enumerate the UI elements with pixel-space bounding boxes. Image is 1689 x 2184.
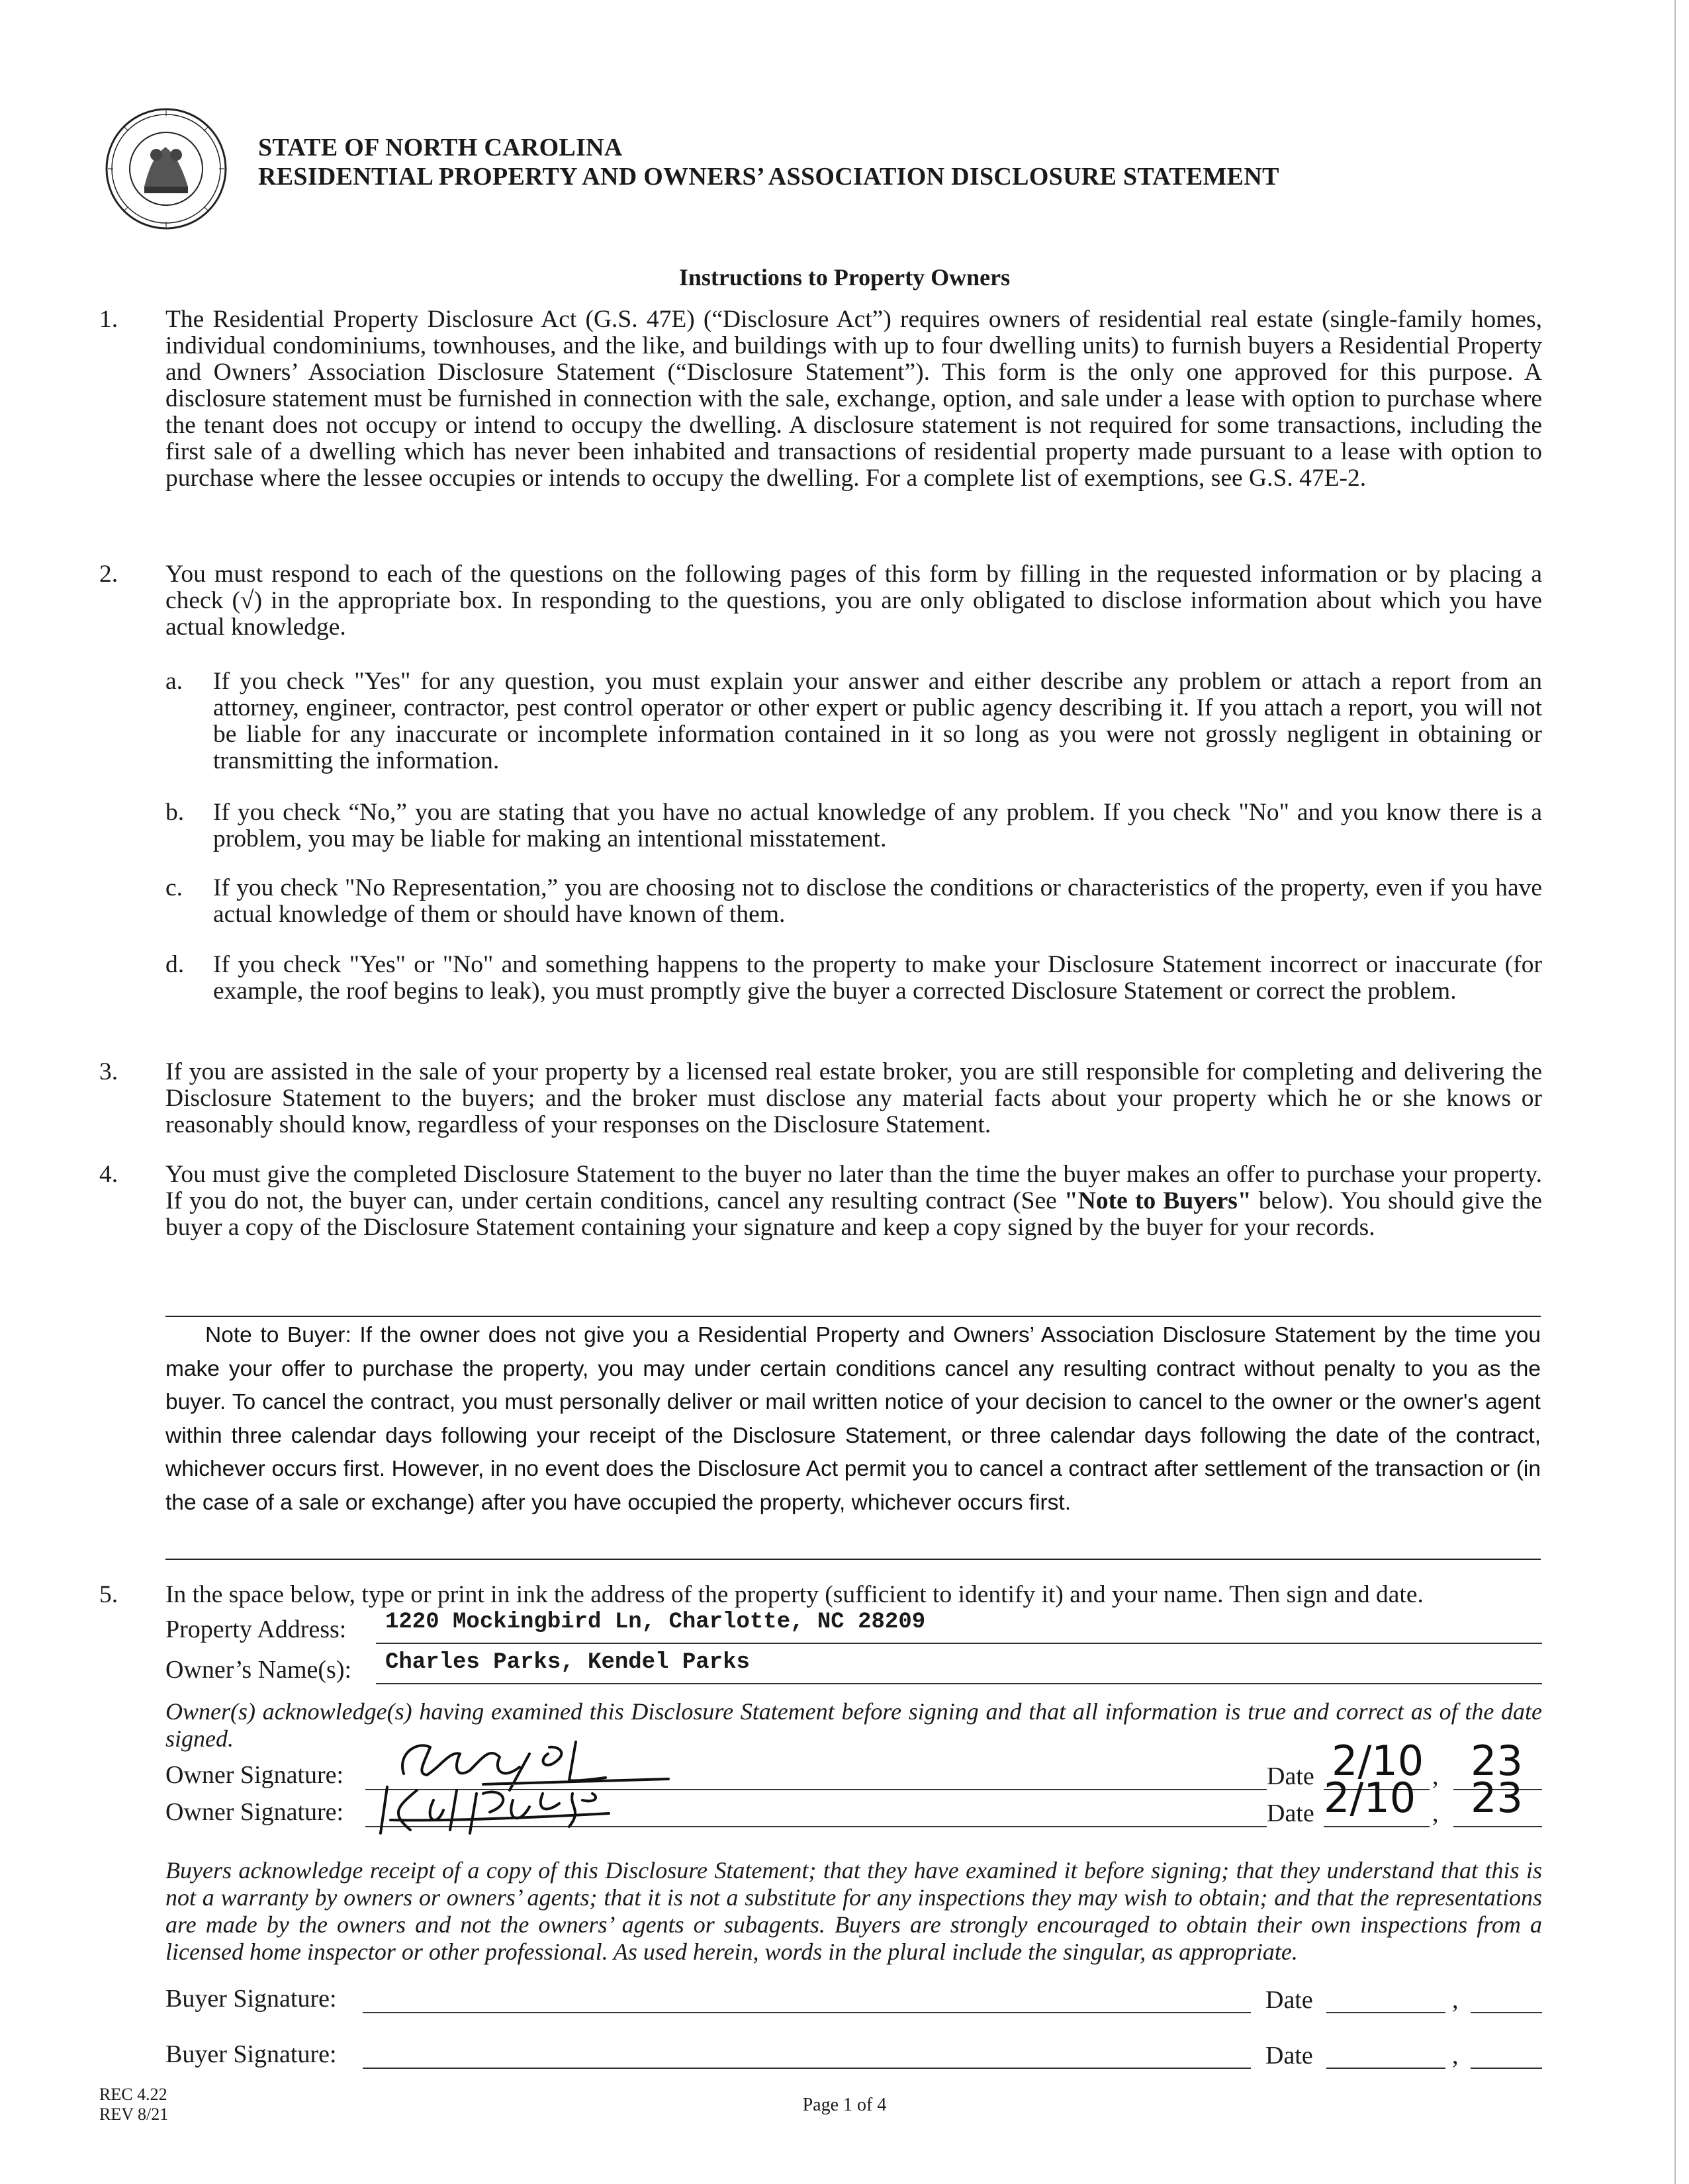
instruction-2-text: You must respond to each of the questions on the following pages of this form by filling in the requested information or by placing a check (√) in the appropriate box. In responding to the questions, you are only obligated to disclose information about which you have actual knowledge. xyxy=(165,561,1542,641)
owner-2-date-year[interactable]: 23 xyxy=(1471,1774,1523,1822)
note-to-buyers-ref: "Note to Buyers" xyxy=(1064,1187,1252,1214)
buyer-date-line[interactable] xyxy=(1326,2068,1445,2069)
date-line xyxy=(1453,1826,1542,1827)
date-label: Date xyxy=(1267,1762,1314,1790)
instruction-3-text: If you are assisted in the sale of your property by a licensed real estate broker, you are still responsible for completing and delivering the Disclosure Statement to the buyers; and the broker must disclose any material facts about your property which he or she knows or reasonably should know, regardless of your responses on the Disclosure Statement. xyxy=(165,1058,1542,1138)
form-code: REC 4.22 xyxy=(99,2085,167,2104)
buyer-date-line[interactable] xyxy=(1326,2012,1445,2013)
owner-names-label: Owner’s Name(s): xyxy=(165,1656,352,1684)
date-comma: , xyxy=(1452,1986,1459,2014)
form-title: RESIDENTIAL PROPERTY AND OWNERS’ ASSOCIATION DISCLOSURE STATEMENT xyxy=(258,163,1279,191)
subitem-b-text: If you check “No,” you are stating that you have no actual knowledge of any problem. If you check "No" and you know there is a problem, you may be liable for making an intentional misstatement. xyxy=(213,799,1542,852)
buyer-signature-label: Buyer Signature: xyxy=(165,2040,337,2068)
subitem-letter: d. xyxy=(165,951,185,978)
note-top-rule xyxy=(165,1316,1541,1317)
property-address-label: Property Address: xyxy=(165,1615,347,1643)
item-number: 5. xyxy=(99,1581,118,1608)
date-comma: , xyxy=(1432,1799,1439,1827)
buyer-year-line[interactable] xyxy=(1471,2012,1542,2013)
owner-names-value[interactable]: Charles Parks, Kendel Parks xyxy=(385,1650,750,1675)
property-address-value[interactable]: 1220 Mockingbird Ln, Charlotte, NC 28209 xyxy=(385,1610,926,1635)
owner-1-date-monthday[interactable]: 2/10 xyxy=(1332,1737,1424,1785)
form-revision: REV 8/21 xyxy=(99,2105,169,2124)
subitem-letter: c. xyxy=(165,874,183,901)
date-label: Date xyxy=(1265,1986,1313,2014)
item-number: 4. xyxy=(99,1161,118,1188)
instruction-1-text: The Residential Property Disclosure Act (G.S. 47E) (“Disclosure Act”) requires owners of residential real estate (single-family homes, individual condominiums, townhouses, and the like, and buildings with up to four dwelling units) to furnish buyers a Residential Property and Owners’ Association Disclosure Statement (“Disclosure Statement”). This form is the only one approved for this purpose. A disclosure statement must be furnished in connection with the sale, exchange, option, and sale under a lease with option to purchase where the tenant does not occupy or intend to occupy the dwelling. A disclosure statement is not required for some transactions, including the first sale of a dwelling which has never been inhabited and transactions of residential property made pursuant to a lease with option to purchase where the lessee occupies or intends to occupy the dwelling. For a complete list of exemptions, see G.S. 47E-2. xyxy=(165,306,1542,492)
buyer-signature-line[interactable] xyxy=(363,2068,1251,2069)
owner-2-signature[interactable] xyxy=(371,1774,622,1840)
subitem-d-text: If you check "Yes" or "No" and something happens to the property to make your Disclosure Statement incorrect or inaccurate (for example, the roof begins to leak), you must promptly give the buyer a corrected Disclosure Statement or correct the problem. xyxy=(213,951,1542,1005)
date-comma: , xyxy=(1452,2042,1459,2070)
item-number: 1. xyxy=(99,306,118,333)
buyer-signature-label: Buyer Signature: xyxy=(165,1985,337,2013)
owner-signature-label: Owner Signature: xyxy=(165,1798,344,1826)
subitem-letter: a. xyxy=(165,668,183,695)
instruction-4-text: You must give the completed Disclosure Statement to the buyer no later than the time the buyer makes an offer to purchase your property. If you do not, the buyer can, under certain conditions, cancel any resulting contract (See "Note to Buyers" below). You should give the buyer a copy of the Disclosure Statement containing your signature and keep a copy signed by the buyer for your records. xyxy=(165,1161,1542,1241)
item-number: 2. xyxy=(99,561,118,588)
buyer-acknowledgement: Buyers acknowledge receipt of a copy of this Disclosure Statement; that they have examined it before signing; that they understand that this is not a warranty by owners or owners’ agents; that it is not a substitute for any inspections they may wish to obtain; and that the representations are made by the owners and not the owners’ agents or subagents. Buyers are strongly encouraged to obtain their own inspections from a licensed home inspector or other professional. As used herein, words in the plural include the singular, as appropriate. xyxy=(165,1857,1542,1965)
page-number: Page 1 of 4 xyxy=(802,2095,887,2115)
note-bottom-rule xyxy=(165,1559,1541,1560)
date-label: Date xyxy=(1265,2042,1313,2070)
nc-real-estate-commission-seal-icon xyxy=(105,107,228,230)
instructions-title: Instructions to Property Owners xyxy=(678,264,1011,291)
buyer-year-line[interactable] xyxy=(1471,2068,1542,2069)
subitem-a-text: If you check "Yes" for any question, you must explain your answer and either describe any problem or attach a report from an attorney, engineer, contractor, pest control operator or other expert or public agency describing it. If you attach a report, you will not be liable for any inaccurate or incomplete information contained in it so long as you were not grossly negligent in obtaining or transmitting the information. xyxy=(213,668,1542,774)
date-label: Date xyxy=(1267,1799,1314,1827)
note-to-buyer: Note to Buyer: If the owner does not give you a Residential Property and Owners’ Association Disclosure Statement by the time you make your offer to purchase the property, you may under certain conditions cancel any resulting contract without penalty to you as the buyer. To cancel the contract, you must personally deliver or mail written notice of your decision to cancel to the owner or the owner's agent within three calendar days following your receipt of the Disclosure Statement, or three calendar days following the date of the contract, whichever occurs first. However, in no event does the Disclosure Act permit you to cancel a contract after settlement of the transaction or (in the case of a sale or exchange) after you have occupied the property, whichever occurs first. xyxy=(165,1323,1541,1515)
owner-1-date-year[interactable]: 23 xyxy=(1471,1737,1523,1785)
subitem-letter: b. xyxy=(165,799,185,826)
date-comma: , xyxy=(1432,1762,1439,1790)
buyer-signature-line[interactable] xyxy=(363,2012,1251,2013)
subitem-c-text: If you check "No Representation,” you are choosing not to disclose the conditions or characteristics of the property, even if you have actual knowledge of them or should have known of them. xyxy=(213,874,1542,928)
item-number: 3. xyxy=(99,1058,118,1085)
owner-acknowledgement: Owner(s) acknowledge(s) having examined this Disclosure Statement before signing and that all information is true and correct as of the date signed. xyxy=(165,1698,1542,1752)
date-line xyxy=(1324,1826,1430,1827)
owner-2-date-monthday[interactable]: 2/10 xyxy=(1324,1774,1416,1822)
scan-edge-line xyxy=(1674,0,1676,2184)
state-heading: STATE OF NORTH CAROLINA xyxy=(258,134,623,161)
owner-signature-label: Owner Signature: xyxy=(165,1761,344,1789)
owner-names-line xyxy=(376,1683,1542,1684)
property-address-line xyxy=(376,1643,1542,1644)
instruction-5-text: In the space below, type or print in ink the address of the property (sufficient to identify it) and your name. Then sign and date. xyxy=(165,1581,1424,1608)
